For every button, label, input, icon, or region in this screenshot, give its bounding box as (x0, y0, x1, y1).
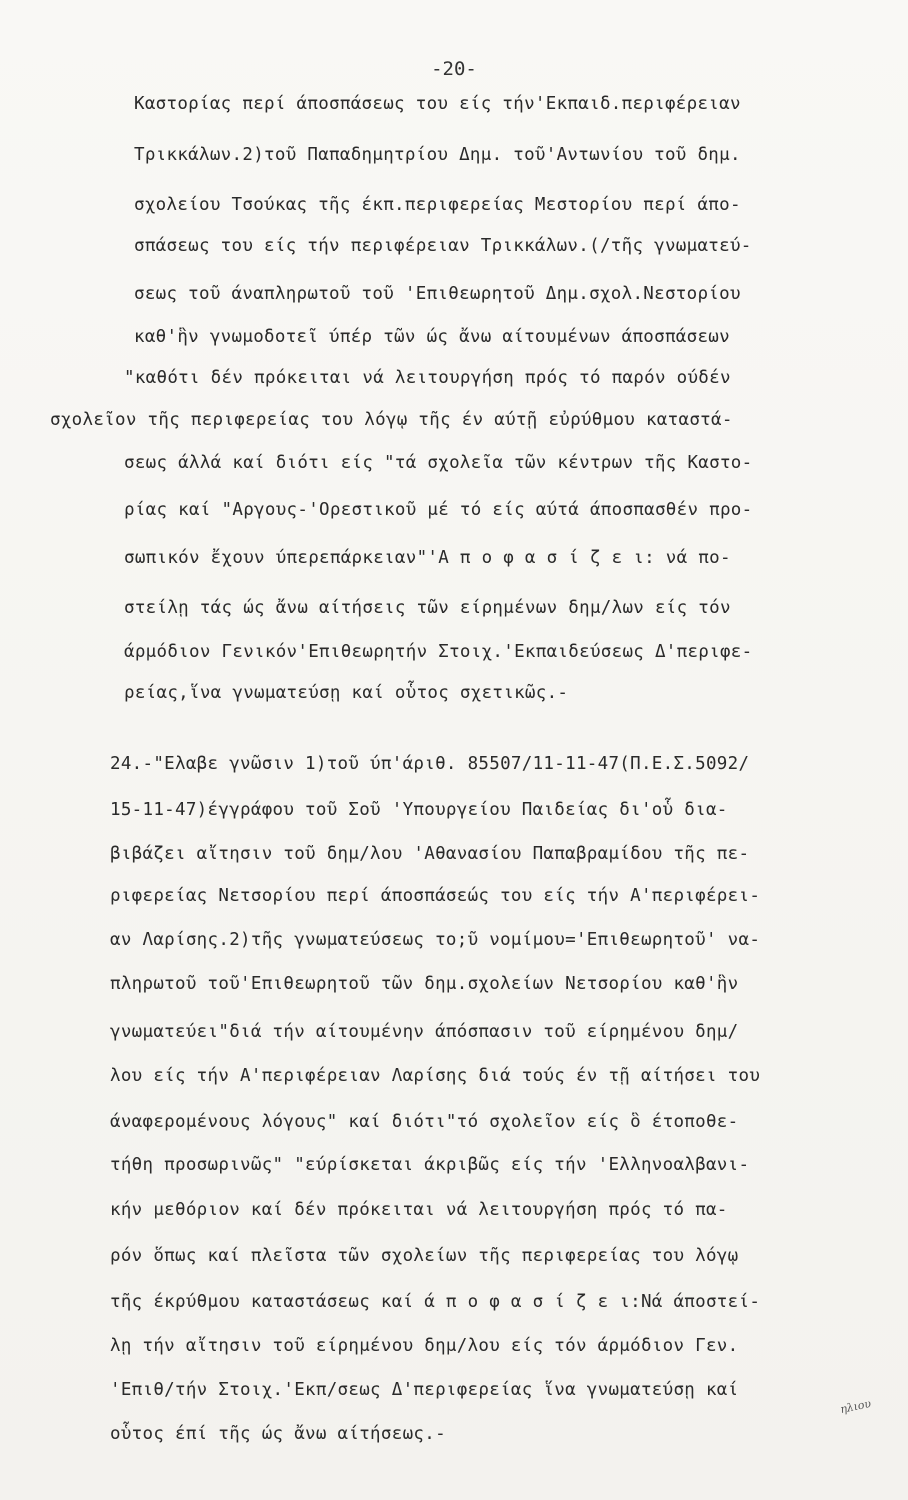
text-line: άναφερομένους λόγους" καί διότι"τό σχολεῖον είς ὃ έτοποθε- (110, 1112, 739, 1132)
text-line: σπάσεως του είς τήν περιφέρειαν Τρικκάλων.(/τῆς γνωματεύ- (134, 236, 752, 256)
text-line: γνωματεύει"διά τήν αίτουμένην άπόσπασιν τοῦ είρημένου δημ/ (110, 1022, 739, 1042)
text-line: βιβάζει αἴτησιν τοῦ δημ/λου 'Αθανασίου Παπαβραμίδου τῆς πε- (110, 844, 750, 864)
text-line: ριφερείας Νετσορίου περί άποσπάσεώς του είς τήν Α'περιφέρει- (110, 886, 761, 906)
text-line: σεως τοῦ άναπληρωτοῦ τοῦ 'Επιθεωρητοῦ Δημ.σχολ.Νεστορίου (134, 284, 741, 304)
text-line: Τρικκάλων.2)τοῦ Παπαδημητρίου Δημ. τοῦ'Αντωνίου τοῦ δημ. (134, 145, 741, 165)
text-line: κήν μεθόριον καί δέν πρόκειται νά λειτουργήση πρός τό πα- (110, 1200, 728, 1220)
text-line: οὗτος έπί τῆς ώς ἄνω αίτήσεως.- (110, 1424, 446, 1444)
text-line: 'Επιθ/τήν Στοιχ.'Εκπ/σεως Δ'περιφερείας ἵνα γνωματεύσῃ καί (110, 1380, 739, 1400)
text-line: λου είς τήν Α'περιφέρειαν Λαρίσης διά τούς έν τῇ αίτήσει του (110, 1066, 761, 1086)
text-line: πληρωτοῦ τοῦ'Επιθεωρητοῦ τῶν δημ.σχολείων Νετσορίου καθ'ἣν (110, 974, 739, 994)
text-line: άρμόδιον Γενικόν'Επιθεωρητήν Στοιχ.'Εκπαιδεύσεως Δ'περιφε- (124, 642, 753, 662)
text-line: "καθότι δέν πρόκειται νά λειτουργήση πρός τό παρόν ούδέν (124, 368, 731, 388)
text-line: λῃ τήν αἴτησιν τοῦ είρημένου δημ/λου είς τόν άρμόδιον Γεν. (110, 1336, 739, 1356)
text-line: τήθη προσωρινῶς" "εύρίσκεται άκριβῶς είς τήν 'Ελληνοαλβανι- (110, 1155, 750, 1175)
text-line: 15-11-47)έγγράφου τοῦ Σοῦ 'Υπουργείου Παιδείας δι'οὗ δια- (110, 800, 728, 820)
text-line: Καστορίας περί άποσπάσεως του είς τήν'Εκπαιδ.περιφέρειαν (134, 94, 741, 114)
text-line: τῆς έκρύθμου καταστάσεως καί ά π ο φ α σ ί ζ ε ι:Νά άποστεί- (110, 1292, 761, 1312)
text-line: σεως άλλά καί διότι είς "τά σχολεῖα τῶν κέντρων τῆς Καστο- (124, 453, 753, 473)
text-line: ρίας καί "Αργους-'Ορεστικοῦ μέ τό είς αύτά άποσπασθέν προ- (124, 500, 753, 520)
text-line: σχολεῖον τῆς περιφερείας του λόγῳ τῆς έν αύτῇ εὐρύθμου καταστά- (50, 410, 733, 430)
page-number: -20- (431, 58, 477, 80)
text-line: ρείας,ἵνα γνωματεύσῃ καί οὗτος σχετικῶς.- (124, 683, 569, 703)
text-line: 24.-"Ελαβε γνῶσιν 1)τοῦ ύπ'άριθ. 85507/11-11-47(Π.Ε.Σ.5092/ (110, 754, 750, 774)
text-line: αν Λαρίσης.2)τῆς γνωματεύσεως το;ῦ νομίμου='Επιθεωρητοῦ' να- (110, 930, 761, 950)
text-line: στείλῃ τάς ώς ἄνω αίτήσεις τῶν είρημένων δημ/λων είς τόν (124, 598, 731, 618)
handwritten-initials: ηλιου (838, 1396, 873, 1417)
text-line: καθ'ἣν γνωμοδοτεῖ ύπέρ τῶν ώς ἄνω αίτουμένων άποσπάσεων (134, 327, 730, 347)
text-line: ρόν ὅπως καί πλεῖστα τῶν σχολείων τῆς περιφερείας του λόγῳ (110, 1246, 739, 1266)
text-line: σχολείου Τσούκας τῆς έκπ.περιφερείας Μεστορίου περί άπο- (134, 195, 741, 215)
text-line: σωπικόν ἔχουν ύπερεπάρκειαν"'Α π ο φ α σ ί ζ ε ι: νά πο- (124, 548, 731, 568)
